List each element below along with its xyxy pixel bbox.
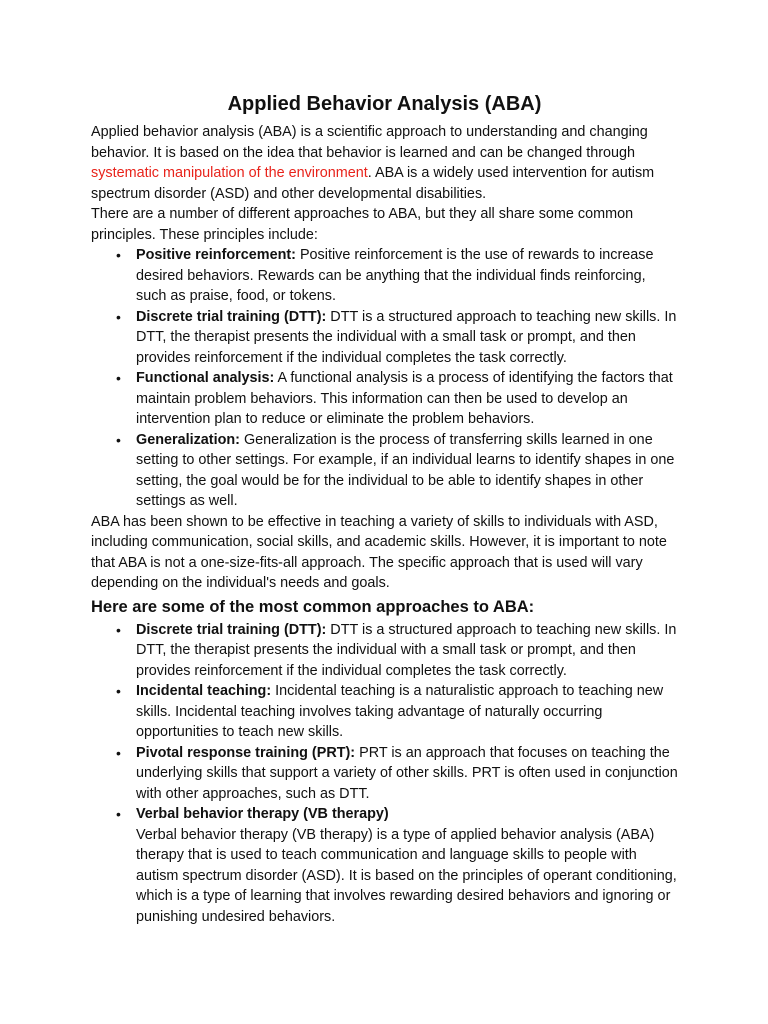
- bullet-icon: •: [116, 621, 121, 638]
- principle-term: Functional analysis:: [136, 370, 275, 386]
- approach-term: Discrete trial training (DTT):: [136, 621, 327, 638]
- list-item: [116, 368, 678, 430]
- approaches-list: [91, 620, 678, 928]
- bullet-icon: •: [116, 744, 121, 761]
- approach-text: DTT is a structured approach to teaching new skills. In DTT, the therapist presents the individual with a small task or prompt, and then provides reinforcement if the individual completes the task correctly.: [136, 621, 677, 679]
- approach-term: Incidental teaching:: [136, 683, 272, 699]
- list-item: [116, 620, 678, 682]
- bullet-icon: •: [116, 683, 121, 699]
- bullet-icon: •: [116, 308, 121, 325]
- approach-text: Verbal behavior therapy (VB therapy) is a type of applied behavior analysis (ABA) therapy that is used to teach communication and language skills to people with autism spectrum disorder (ASD). It is based on the principles of operant conditioning, which is a type of learning that involves rewarding desired behaviors and ignoring or punishing undesired behaviors.: [136, 826, 677, 925]
- intro-text-start: Applied behavior analysis (ABA) is a scientific approach to understanding and changing behavior. It is based on the idea that behavior is learned and can be changed through: [91, 124, 648, 161]
- list-item: [116, 681, 678, 743]
- list-item: [116, 743, 678, 805]
- list-item: [116, 430, 678, 512]
- approach-text: Incidental teaching is a naturalistic approach to teaching new skills. Incidental teaching involves taking advantage of naturally occurring opportunities to teach new skills.: [136, 683, 664, 740]
- document-title: Applied Behavior Analysis (ABA): [227, 93, 542, 115]
- intro-highlight-text: systematic manipulation of the environment: [91, 165, 368, 181]
- principle-text: Positive reinforcement is the use of rewards to increase desired behaviors. Rewards can be anything that the individual finds reinforcing, such as praise, food, or tokens.: [136, 247, 654, 304]
- approach-term: Pivotal response training (PRT):: [136, 744, 356, 761]
- principle-term: Positive reinforcement:: [136, 247, 296, 263]
- principles-list: [91, 245, 678, 512]
- list-item: [116, 245, 678, 307]
- list-item: [116, 804, 678, 927]
- intro-paragraph: [91, 122, 678, 204]
- approach-text: PRT is an approach that focuses on teaching the underlying skills that support a variety of other skills. PRT is often used in conjunction with other approaches, such as DTT.: [136, 744, 678, 802]
- principle-text: A functional analysis is a process of identifying the factors that maintain problem behaviors. This information can then be used to develop an intervention plan to reduce or eliminate the problem behaviors.: [136, 370, 673, 427]
- effectiveness-paragraph: ABA has been shown to be effective in teaching a variety of skills to individuals with ASD, including communication, social skills, and academic skills. However, it is important to note that ABA is not a one-size-fits-all approach. The specific approach that is used will vary depending on the individual's needs and goals.: [91, 513, 667, 591]
- principle-text: DTT is a structured approach to teaching new skills. In DTT, the therapist presents the individual with a small task or prompt, and then provides reinforcement if the individual completes the task correctly.: [136, 308, 677, 366]
- bullet-icon: •: [116, 806, 121, 822]
- bullet-icon: •: [116, 370, 121, 386]
- principle-term: Discrete trial training (DTT):: [136, 308, 327, 325]
- bullet-icon: •: [116, 431, 121, 448]
- approaches-heading: Here are some of the most common approaches to ABA:: [91, 597, 535, 616]
- principle-text: Generalization is the process of transferring skills learned in one setting to other settings. For example, if an individual learns to identify shapes in one setting, the goal would be for the individual to be able to identify shapes in other settings as well.: [136, 431, 675, 509]
- list-item: [116, 307, 678, 369]
- principles-intro: There are a number of different approaches to ABA, but they all share some common principles. These principles include:: [91, 206, 634, 243]
- approach-term: Verbal behavior therapy (VB therapy): [136, 806, 389, 822]
- bullet-icon: •: [116, 247, 121, 263]
- intro-text-end: . ABA is a widely used intervention for autism spectrum disorder (ASD) and other developmental disabilities.: [91, 165, 655, 202]
- principle-term: Generalization:: [136, 431, 240, 448]
